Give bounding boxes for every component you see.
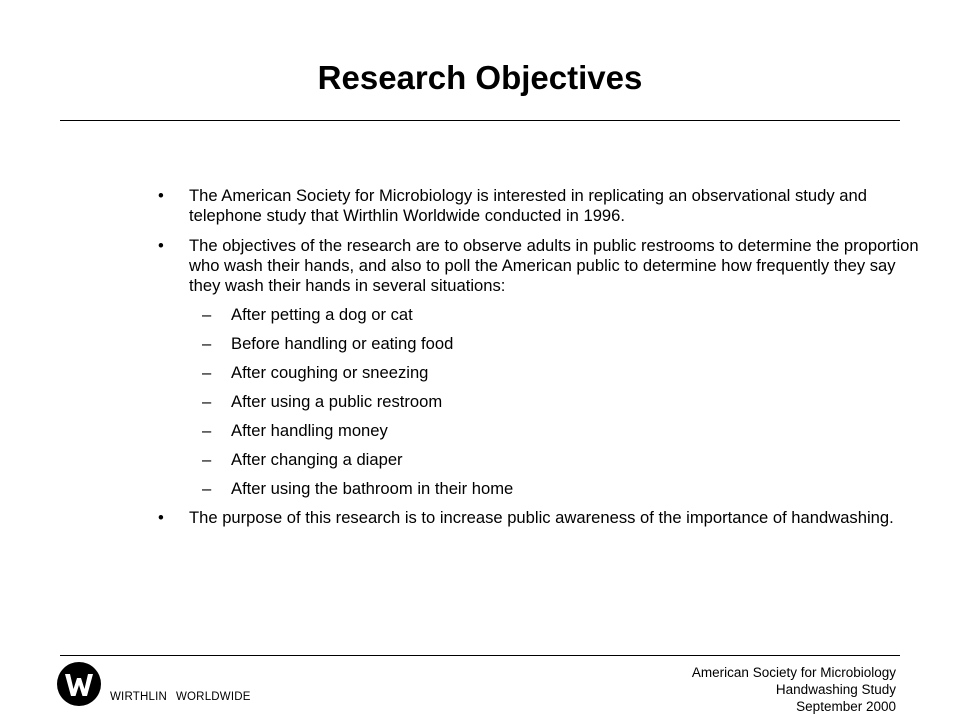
- sub-item-text: After handling money: [231, 421, 388, 440]
- dash-marker: –: [202, 363, 212, 382]
- bullet-text: The objectives of the research are to observe adults in public restrooms to determine the proportion who wash their hands, and also to poll the American public to determine how frequently they say they wash their hands in several situations:: [189, 236, 919, 295]
- sub-item: [158, 305, 928, 325]
- footer-divider: [60, 655, 900, 656]
- firm-name-word: WORLDWIDE: [175, 691, 251, 703]
- firm-name: [110, 691, 260, 703]
- bullet-item: [158, 186, 928, 226]
- sub-item-text: After changing a diaper: [231, 450, 403, 469]
- bullet-marker: •: [158, 236, 164, 255]
- bullet-marker: •: [158, 186, 164, 205]
- footer-date: September 2000: [796, 699, 896, 714]
- bullet-item: [158, 508, 928, 528]
- sub-item-text: After using the bathroom in their home: [231, 479, 514, 498]
- wirthlin-logo-icon: [57, 662, 101, 706]
- footer-study: Handwashing Study: [775, 682, 896, 697]
- footer-info: [692, 664, 896, 715]
- sub-item: [158, 334, 928, 354]
- slide-title: Research Objectives: [317, 59, 643, 96]
- footer-client: American Society for Microbiology: [691, 665, 896, 680]
- dash-marker: –: [202, 305, 212, 324]
- sub-item: [158, 479, 928, 499]
- bullet-item: [158, 236, 928, 296]
- sub-item-text: Before handling or eating food: [231, 334, 454, 353]
- sub-item-text: After coughing or sneezing: [231, 363, 429, 382]
- sub-item: [158, 450, 928, 470]
- dash-marker: –: [202, 479, 212, 498]
- dash-marker: –: [202, 450, 212, 469]
- sub-item-text: After petting a dog or cat: [231, 305, 413, 324]
- bullet-marker: •: [158, 508, 164, 527]
- dash-marker: –: [202, 392, 212, 411]
- sub-item-text: After using a public restroom: [231, 392, 443, 411]
- bullet-text: The purpose of this research is to increase public awareness of the importance of handwashing.: [189, 508, 894, 527]
- sub-item: [158, 363, 928, 383]
- bullet-text: The American Society for Microbiology is interested in replicating an observational study and telephone study that Wirthlin Worldwide conducted in 1996.: [189, 186, 867, 225]
- sub-item: [158, 421, 928, 441]
- slide-body: [158, 186, 928, 538]
- dash-marker: –: [202, 421, 212, 440]
- dash-marker: –: [202, 334, 212, 353]
- title-divider: [60, 120, 900, 121]
- firm-name-word: WIRTHLIN: [110, 691, 167, 703]
- sub-item: [158, 392, 928, 412]
